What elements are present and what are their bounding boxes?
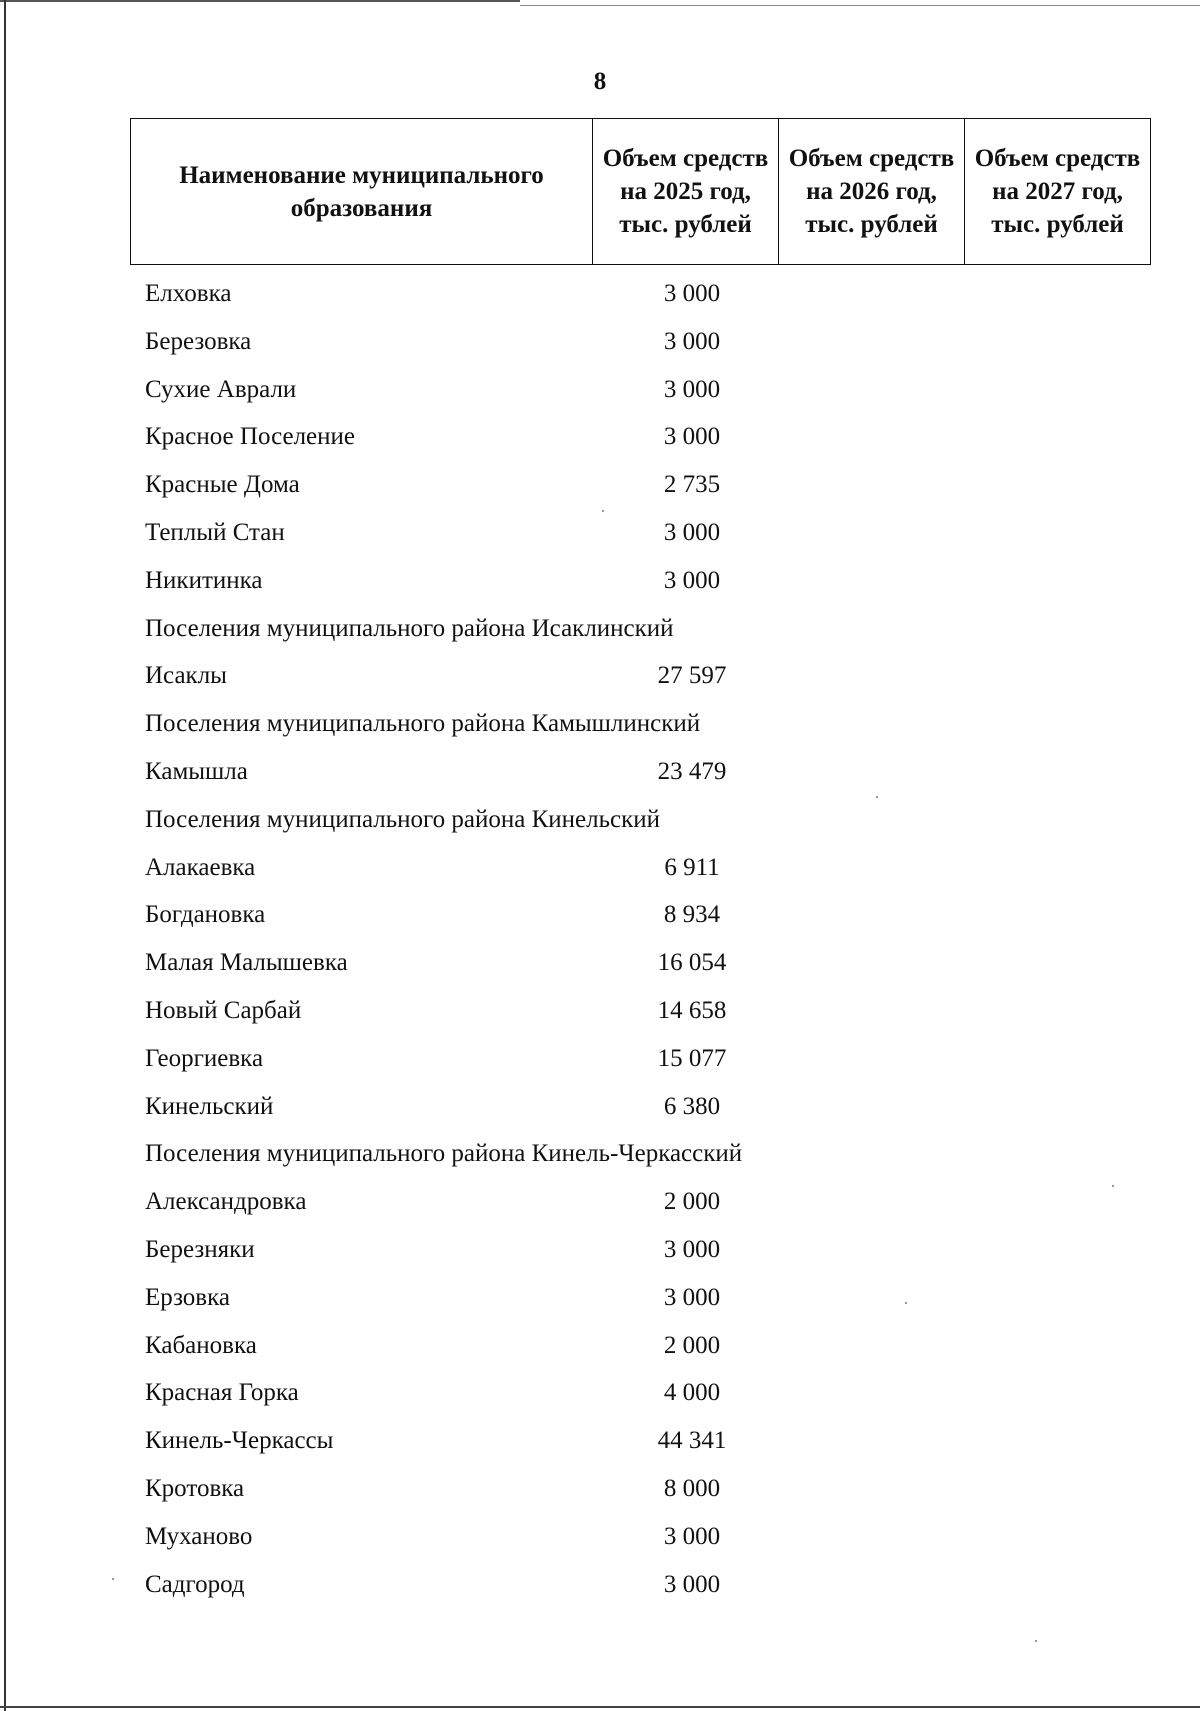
volume-2025-value: 2 000	[663, 1331, 721, 1359]
table-row	[145, 1513, 1045, 1561]
volume-2025-value: 3 000	[663, 280, 721, 307]
scan-border-left	[4, 0, 6, 1711]
municipality-name: Ерзовка	[145, 1283, 230, 1311]
volume-2025-value: 6 380	[663, 1092, 721, 1120]
district-group-heading: Поселения муниципального района Исаклинский	[145, 614, 674, 642]
municipality-name: Красное Поселение	[145, 423, 355, 451]
municipality-name: Георгиевка	[145, 1044, 264, 1072]
municipality-name: Александровка	[145, 1188, 307, 1216]
table-row	[145, 1465, 1045, 1513]
municipality-name: Теплый Стан	[145, 518, 285, 546]
municipality-name: Красные Дома	[145, 471, 300, 499]
header-volume-2027: Объем средств на 2027 год, тыс. рублей	[965, 119, 1151, 265]
volume-2025-value: 16 054	[657, 949, 727, 977]
page-number: 8	[593, 68, 607, 95]
table-row	[145, 509, 1045, 557]
table-row	[145, 1417, 1045, 1465]
table-row	[145, 413, 1045, 461]
volume-2025-value: 2 000	[663, 1188, 721, 1216]
volume-2025-value: 3 000	[663, 518, 721, 546]
table-body	[145, 270, 1045, 1608]
scan-border-top	[0, 0, 520, 2]
volume-2025-value: 4 000	[663, 1379, 721, 1407]
volume-2025-value: 23 479	[657, 757, 727, 785]
volume-2025-value: 27 597	[657, 662, 727, 690]
scan-border-top-right	[520, 5, 1200, 6]
municipality-name: Малая Малышевка	[145, 949, 348, 977]
municipality-name: Березовка	[145, 327, 252, 355]
scan-border-bottom	[0, 1706, 1200, 1708]
municipality-name: Кабановка	[145, 1331, 257, 1359]
table-row	[145, 1561, 1045, 1609]
volume-2025-value: 3 000	[663, 1522, 721, 1550]
municipality-name: Кинельский	[145, 1092, 274, 1120]
table-row	[145, 652, 1045, 700]
scan-speck	[905, 1302, 907, 1304]
volume-2025-value: 15 077	[657, 1044, 727, 1072]
municipality-name: Сухие Аврали	[145, 375, 297, 403]
table-row	[145, 461, 1045, 509]
table-row	[145, 1083, 1045, 1131]
table-row	[145, 1226, 1045, 1274]
volume-2025-value: 3 000	[663, 423, 721, 451]
table-row	[145, 844, 1045, 892]
volume-2025-value: 3 000	[663, 327, 721, 355]
table-row	[145, 796, 1045, 844]
volume-2025-value: 44 341	[657, 1427, 727, 1455]
scan-speck	[602, 510, 604, 512]
table-row	[145, 1274, 1045, 1322]
volume-2025-value: 3 000	[663, 1283, 721, 1311]
municipality-name: Новый Сарбай	[145, 996, 302, 1024]
volume-2025-value: 3 000	[663, 375, 721, 403]
municipality-name: Камышла	[145, 757, 248, 785]
volume-2025-value: 2 735	[663, 471, 721, 499]
table-row	[145, 1178, 1045, 1226]
table-row	[145, 987, 1045, 1035]
municipality-name: Красная Горка	[145, 1379, 299, 1407]
municipality-name: Елховка	[145, 280, 232, 307]
header-volume-2026: Объем средств на 2026 год, тыс. рублей	[779, 119, 965, 265]
district-group-heading: Поселения муниципального района Кинель-Черкасский	[145, 1140, 743, 1168]
table-header-row	[131, 119, 1151, 265]
header-municipality-name: Наименование муниципального образования	[131, 119, 593, 265]
scan-speck	[1112, 1185, 1114, 1187]
table-row	[145, 1322, 1045, 1370]
table-row	[145, 605, 1045, 653]
municipality-name: Садгород	[145, 1570, 245, 1598]
volume-2025-value: 8 934	[663, 901, 721, 929]
volume-2025-value: 14 658	[657, 996, 727, 1024]
volume-2025-value: 3 000	[663, 566, 721, 594]
table-row	[145, 939, 1045, 987]
table-row	[145, 366, 1045, 414]
table-row	[145, 318, 1045, 366]
table-row	[145, 270, 1045, 318]
municipality-name: Муханово	[145, 1522, 253, 1550]
municipality-name: Кинель-Черкассы	[145, 1427, 334, 1455]
header-volume-2025: Объем средств на 2025 год, тыс. рублей	[593, 119, 779, 265]
volume-2025-value: 3 000	[663, 1235, 721, 1263]
district-group-heading: Поселения муниципального района Кинельский	[145, 805, 661, 833]
municipality-name: Березняки	[145, 1235, 255, 1263]
scan-speck	[876, 796, 878, 798]
volume-2025-value: 8 000	[663, 1474, 721, 1502]
municipality-name: Богдановка	[145, 901, 266, 929]
municipality-name: Исаклы	[145, 662, 227, 690]
table-row	[145, 1130, 1045, 1178]
table-row	[145, 1369, 1045, 1417]
municipality-name: Никитинка	[145, 566, 263, 594]
municipality-name: Кротовка	[145, 1474, 245, 1502]
table-row	[145, 557, 1045, 605]
table-row	[145, 1035, 1045, 1083]
scan-speck	[112, 1578, 114, 1580]
municipality-name: Алакаевка	[145, 853, 256, 881]
table-header	[130, 118, 1151, 265]
table-row	[145, 748, 1045, 796]
table-row	[145, 700, 1045, 748]
scan-speck	[1035, 1640, 1037, 1642]
volume-2025-value: 3 000	[663, 1570, 721, 1598]
volume-2025-value: 6 911	[664, 853, 720, 881]
district-group-heading: Поселения муниципального района Камышлинский	[145, 710, 701, 738]
table-row	[145, 891, 1045, 939]
